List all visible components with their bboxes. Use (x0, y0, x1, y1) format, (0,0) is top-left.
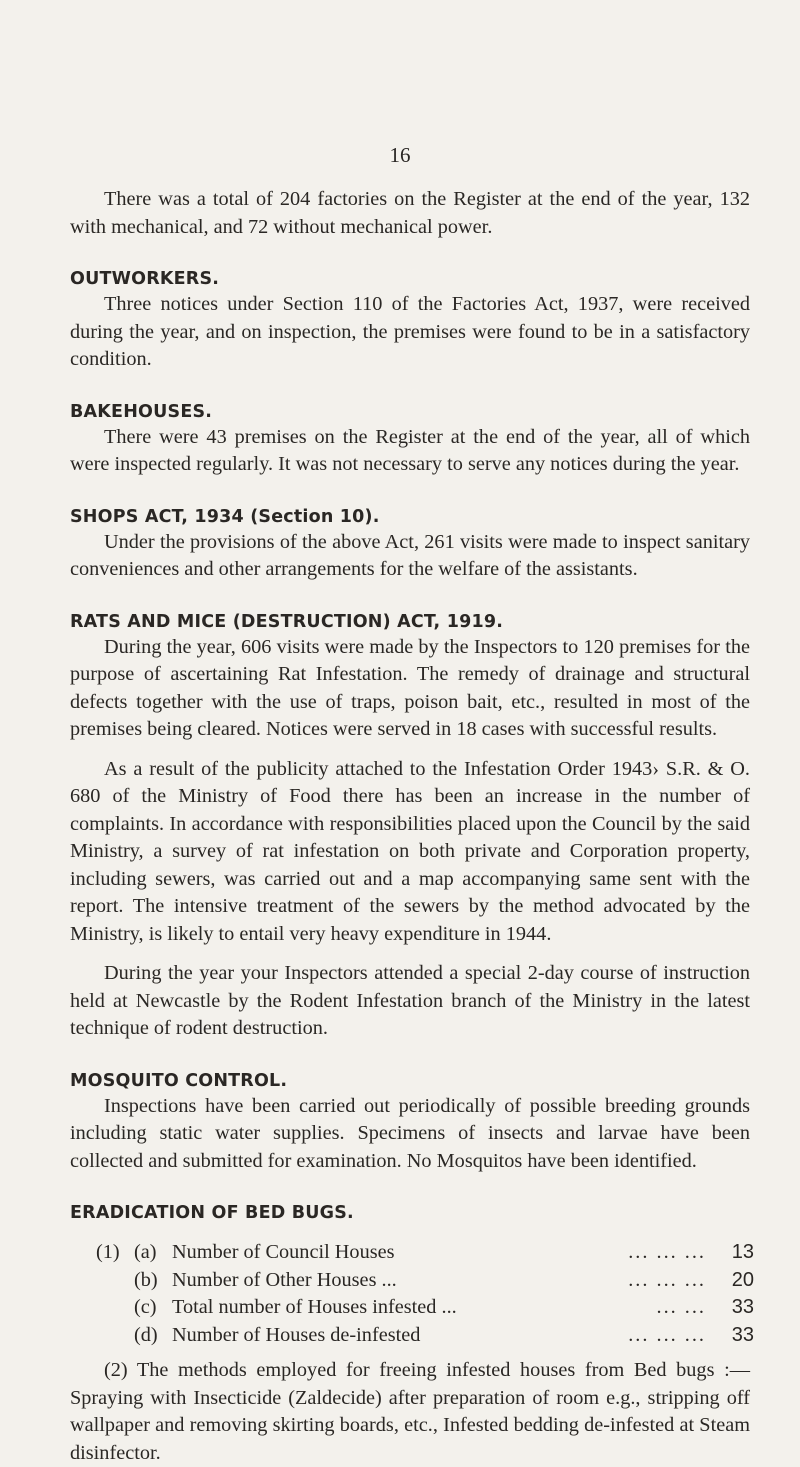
mosquito-heading: MOSQUITO CONTROL. (70, 1070, 288, 1091)
list-item (96, 1239, 754, 1267)
shops-act-paragraph: Under the provisions of the above Act, 261 visits were made to inspect sanitary conveniences and other arrangements for the welfare of the assistants. (70, 530, 750, 580)
list-item-value: 33 (731, 1296, 754, 1318)
outworkers-paragraph: Three notices under Section 110 of the Factories Act, 1937, were received during the year, and on inspection, the premises were found to be in a satisfactory condition. (70, 293, 750, 370)
list-item (96, 1322, 754, 1350)
bed-bugs-list (96, 1239, 754, 1349)
list-item-label: Number of Houses de-infested (172, 1323, 421, 1346)
list-item-label: Total number of Houses infested ... (172, 1296, 457, 1318)
bed-bugs-heading: ERADICATION OF BED BUGS. (70, 1203, 354, 1223)
leader-dots: ... ... (656, 1296, 706, 1318)
mosquito-paragraph: Inspections have been carried out periodically of possible breeding grounds including static water supplies. Specimens of insects and larvae have been collected and submitted for examination. No Mosquitos have been identified. (70, 1094, 750, 1172)
rats-mice-heading: RATS AND MICE (DESTRUCTION) ACT, 1919. (70, 611, 504, 632)
page-number: 16 (389, 143, 411, 167)
list-item-value: 13 (731, 1241, 754, 1263)
list-item-number: (1) (96, 1241, 120, 1263)
list-item-value: 33 (731, 1323, 754, 1346)
leader-dots: ... ... ... (628, 1268, 706, 1291)
list-item (96, 1294, 754, 1322)
list-item-label: Number of Other Houses ... (172, 1268, 397, 1291)
list-item-letter: (d) (134, 1323, 158, 1346)
bakehouses-heading: BAKEHOUSES. (70, 401, 213, 422)
leader-dots: ... ... ... (628, 1323, 706, 1346)
list-item (96, 1267, 754, 1295)
shops-act-heading: SHOPS ACT, 1934 (Section 10). (70, 506, 380, 527)
list-item-letter: (b) (134, 1268, 158, 1291)
outworkers-heading: OUTWORKERS. (70, 269, 220, 289)
rats-mice-paragraph-3: During the year your Inspectors attended a special 2-day course of instruction held at Newcastle by the Rodent Infestation branch of the Ministry in the latest technique of rodent destruction. (70, 962, 750, 1039)
leader-dots: ... ... ... (628, 1241, 706, 1263)
intro-paragraph: There was a total of 204 factories on the Register at the end of the year, 132 with mechanical, and 72 without mechanical power. (70, 188, 750, 238)
bed-bugs-methods-paragraph: (2) The methods employed for freeing infested houses from Bed bugs :—Spraying with Insecticide (Zaldecide) after preparation of room e.g., stripping off wallpaper and removing skirting boards, etc., Infested bedding de-infested at Steam disinfector. (70, 1359, 750, 1464)
list-item-value: 20 (731, 1268, 754, 1291)
list-item-label: Number of Council Houses (172, 1241, 395, 1263)
rats-mice-paragraph-2: As a result of the publicity attached to the Infestation Order 1943› S.R. & O. 680 of the Ministry of Food there has been an increase in the number of complaints. In accordance with responsibilities placed upon the Council by the said Ministry, a survey of rat infestation on both private and Corporation property, including sewers, was carried out and a map accompanying same sent with the report. The intensive treatment of the sewers by the method advocated by the Ministry, is likely to entail very heavy expenditure in 1944. (70, 757, 750, 945)
list-item-letter: (a) (134, 1241, 157, 1263)
bakehouses-paragraph: There were 43 premises on the Register at the end of the year, all of which were inspected regularly. It was not necessary to serve any notices during the year. (70, 425, 750, 475)
list-item-letter: (c) (134, 1296, 157, 1318)
page-content (70, 186, 754, 1467)
rats-mice-paragraph-1: During the year, 606 visits were made by the Inspectors to 120 premises for the purpose of ascertaining Rat Infestation. The remedy of drainage and structural defects together with the use of traps, poison bait, etc., resulted in most of the premises being cleared. Notices were served in 18 cases with successful results. (70, 635, 750, 740)
